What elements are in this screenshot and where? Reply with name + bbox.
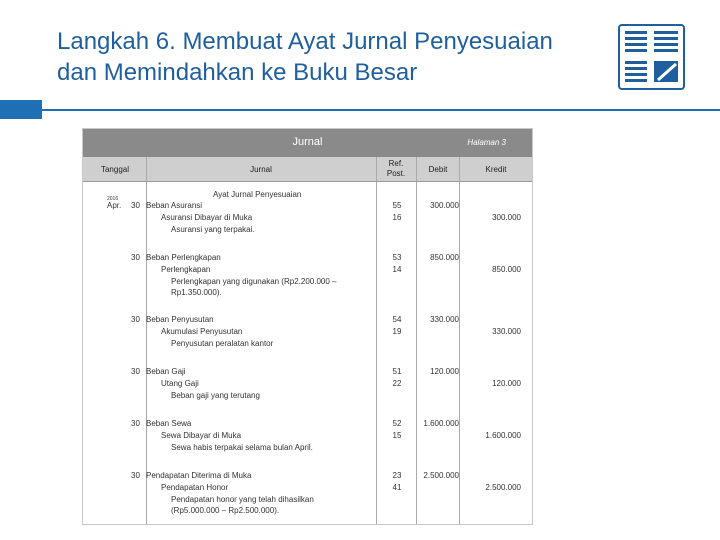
debit-ref: 54	[392, 315, 402, 324]
credit-ref: 15	[392, 431, 402, 440]
credit-account: Akumulasi Penyusutan	[161, 327, 243, 336]
debit-amount: 120.000	[430, 367, 459, 376]
entry-note: Pendapatan honor yang telah dihasilkan	[171, 495, 314, 504]
logo-icon	[618, 24, 685, 90]
journal-column-headers	[83, 157, 532, 182]
credit-amount: 2.500.000	[485, 483, 521, 492]
debit-ref: 52	[392, 419, 402, 428]
slide-title	[57, 26, 657, 88]
col-debit: Debit	[428, 165, 448, 174]
credit-account: Utang Gaji	[161, 379, 199, 388]
title-divider	[42, 109, 720, 111]
debit-ref: 23	[392, 471, 402, 480]
credit-amount: 330.000	[492, 327, 521, 336]
col-ref-line2: Post.	[386, 169, 406, 178]
entry-note: Perlengkapan yang digunakan (Rp2.200.000 –	[171, 277, 337, 286]
entry-day: 30	[131, 367, 140, 376]
table-row	[83, 225, 532, 238]
credit-account: Perlengkapan	[161, 265, 211, 274]
credit-ref: 22	[392, 379, 402, 388]
entry-note-cont: (Rp5.000.000 – Rp2.500.000).	[171, 506, 280, 515]
credit-amount: 1.600.000	[485, 431, 521, 440]
table-row	[83, 443, 532, 456]
debit-amount: 2.500.000	[423, 471, 459, 480]
col-kredit: Kredit	[485, 165, 507, 174]
entry-day: 30	[131, 471, 140, 480]
entry-note: Penyusutan peralatan kantor	[171, 339, 274, 348]
journal-header	[83, 129, 532, 157]
entry-day: 30	[131, 419, 140, 428]
accent-bar	[0, 100, 42, 119]
table-row	[83, 288, 532, 301]
journal-image	[82, 128, 533, 525]
entry-note: Asuransi yang terpakai.	[171, 225, 255, 234]
debit-ref: 51	[392, 367, 402, 376]
credit-account: Asuransi Dibayar di Muka	[161, 213, 253, 222]
debit-account: Beban Sewa	[146, 419, 192, 428]
table-row	[83, 391, 532, 404]
entry-day: 30	[131, 315, 140, 324]
debit-amount: 850.000	[430, 253, 459, 262]
credit-ref: 14	[392, 265, 402, 274]
col-ref-line1: Ref.	[388, 159, 404, 168]
entry-day: 30	[131, 201, 140, 210]
credit-amount: 850.000	[492, 265, 521, 274]
credit-account: Sewa Dibayar di Muka	[161, 431, 242, 440]
entry-note: Sewa habis terpakai selama bulan April.	[171, 443, 313, 452]
entry-day: 30	[131, 253, 140, 262]
debit-account: Beban Asuransi	[146, 201, 203, 210]
title-line-2: dan Memindahkan ke Buku Besar	[57, 59, 418, 86]
debit-ref: 53	[392, 253, 402, 262]
debit-amount: 1.600.000	[423, 419, 459, 428]
title-line-1: Langkah 6. Membuat Ayat Jurnal Penyesuaian	[57, 28, 553, 55]
debit-account: Beban Gaji	[146, 367, 186, 376]
debit-amount: 300.000	[430, 201, 459, 210]
entry-note: Beban gaji yang terutang	[171, 391, 260, 400]
credit-ref: 41	[392, 483, 402, 492]
journal-page-label: Halaman 3	[467, 138, 506, 147]
debit-account: Beban Penyusutan	[146, 315, 214, 324]
col-tanggal: Tanggal	[100, 165, 130, 174]
journal-title: Jurnal	[292, 136, 323, 148]
entry-month: Apr.	[107, 201, 122, 210]
journal-year: 2016	[107, 196, 119, 202]
col-jurnal: Jurnal	[250, 165, 272, 174]
debit-ref: 55	[392, 201, 402, 210]
debit-account: Beban Perlengkapan	[146, 253, 221, 262]
credit-ref: 16	[392, 213, 402, 222]
credit-amount: 120.000	[492, 379, 521, 388]
table-row	[83, 506, 532, 519]
credit-account: Pendapatan Honor	[161, 483, 229, 492]
debit-amount: 330.000	[430, 315, 459, 324]
table-row	[83, 339, 532, 352]
entry-note-cont: Rp1.350.000).	[171, 288, 222, 297]
journal-heading: Ayat Jurnal Penyesuaian	[213, 190, 302, 199]
debit-account: Pendapatan Diterima di Muka	[146, 471, 252, 480]
credit-amount: 300.000	[492, 213, 521, 222]
credit-ref: 19	[392, 327, 402, 336]
